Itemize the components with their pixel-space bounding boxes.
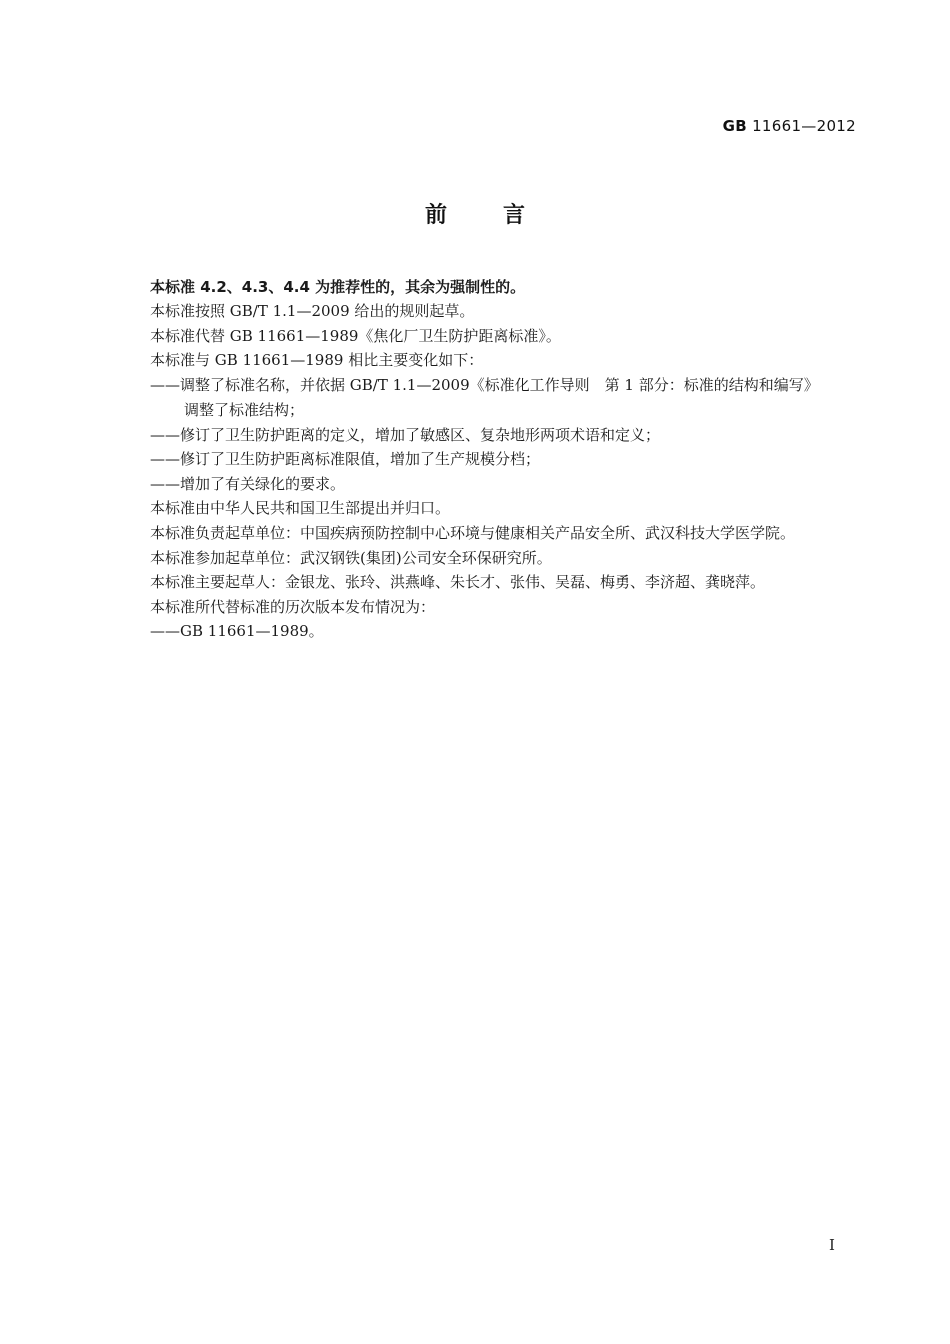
list-item-previous-version: ——GB 11661—1989。: [150, 622, 324, 640]
paragraph-participating-units: 本标准参加起草单位：武汉钢铁(集团)公司安全环保研究所。: [150, 549, 552, 567]
list-item-change-2: ——修订了卫生防护距离的定义，增加了敏感区、复杂地形两项术语和定义；: [150, 426, 661, 444]
paragraph-drafters: 本标准主要起草人：金银龙、张玲、洪燕峰、朱长才、张伟、吴磊、梅勇、李济超、龚晓萍。: [150, 573, 766, 591]
list-item-change-4: ——增加了有关绿化的要求。: [150, 475, 346, 493]
list-item-change-1-continued: 调整了标准结构；: [184, 401, 305, 419]
standard-number: [723, 117, 856, 135]
list-item-change-3: ——修订了卫生防护距离标准限值，增加了生产规模分档；: [150, 450, 541, 468]
paragraph-recommended-clauses: 本标准 4.2、4.3、4.4 为推荐性的，其余为强制性的。: [150, 278, 526, 296]
paragraph-changes-intro: 本标准与 GB 11661—1989 相比主要变化如下：: [150, 351, 484, 369]
paragraph-lead-drafting-units: 本标准负责起草单位：中国疾病预防控制中心环境与健康相关产品安全所、武汉科技大学医学院。: [150, 524, 796, 542]
standard-prefix: GB: [722, 117, 748, 135]
standard-code: 11661—2012: [752, 117, 856, 135]
page-title: 前言: [424, 203, 581, 228]
paragraph-drafting-rules: 本标准按照 GB/T 1.1—2009 给出的规则起草。: [150, 302, 475, 320]
page-number: I: [829, 1236, 835, 1254]
paragraph-version-history: 本标准所代替标准的历次版本发布情况为：: [150, 598, 436, 616]
paragraph-replaces: 本标准代替 GB 11661—1989《焦化厂卫生防护距离标准》。: [150, 327, 561, 345]
paragraph-proposer: 本标准由中华人民共和国卫生部提出并归口。: [150, 499, 451, 517]
list-item-change-1: ——调整了标准名称，并依据 GB/T 1.1—2009《标准化工作导则 第 1 部分：标准的结构和编写》: [150, 376, 819, 394]
